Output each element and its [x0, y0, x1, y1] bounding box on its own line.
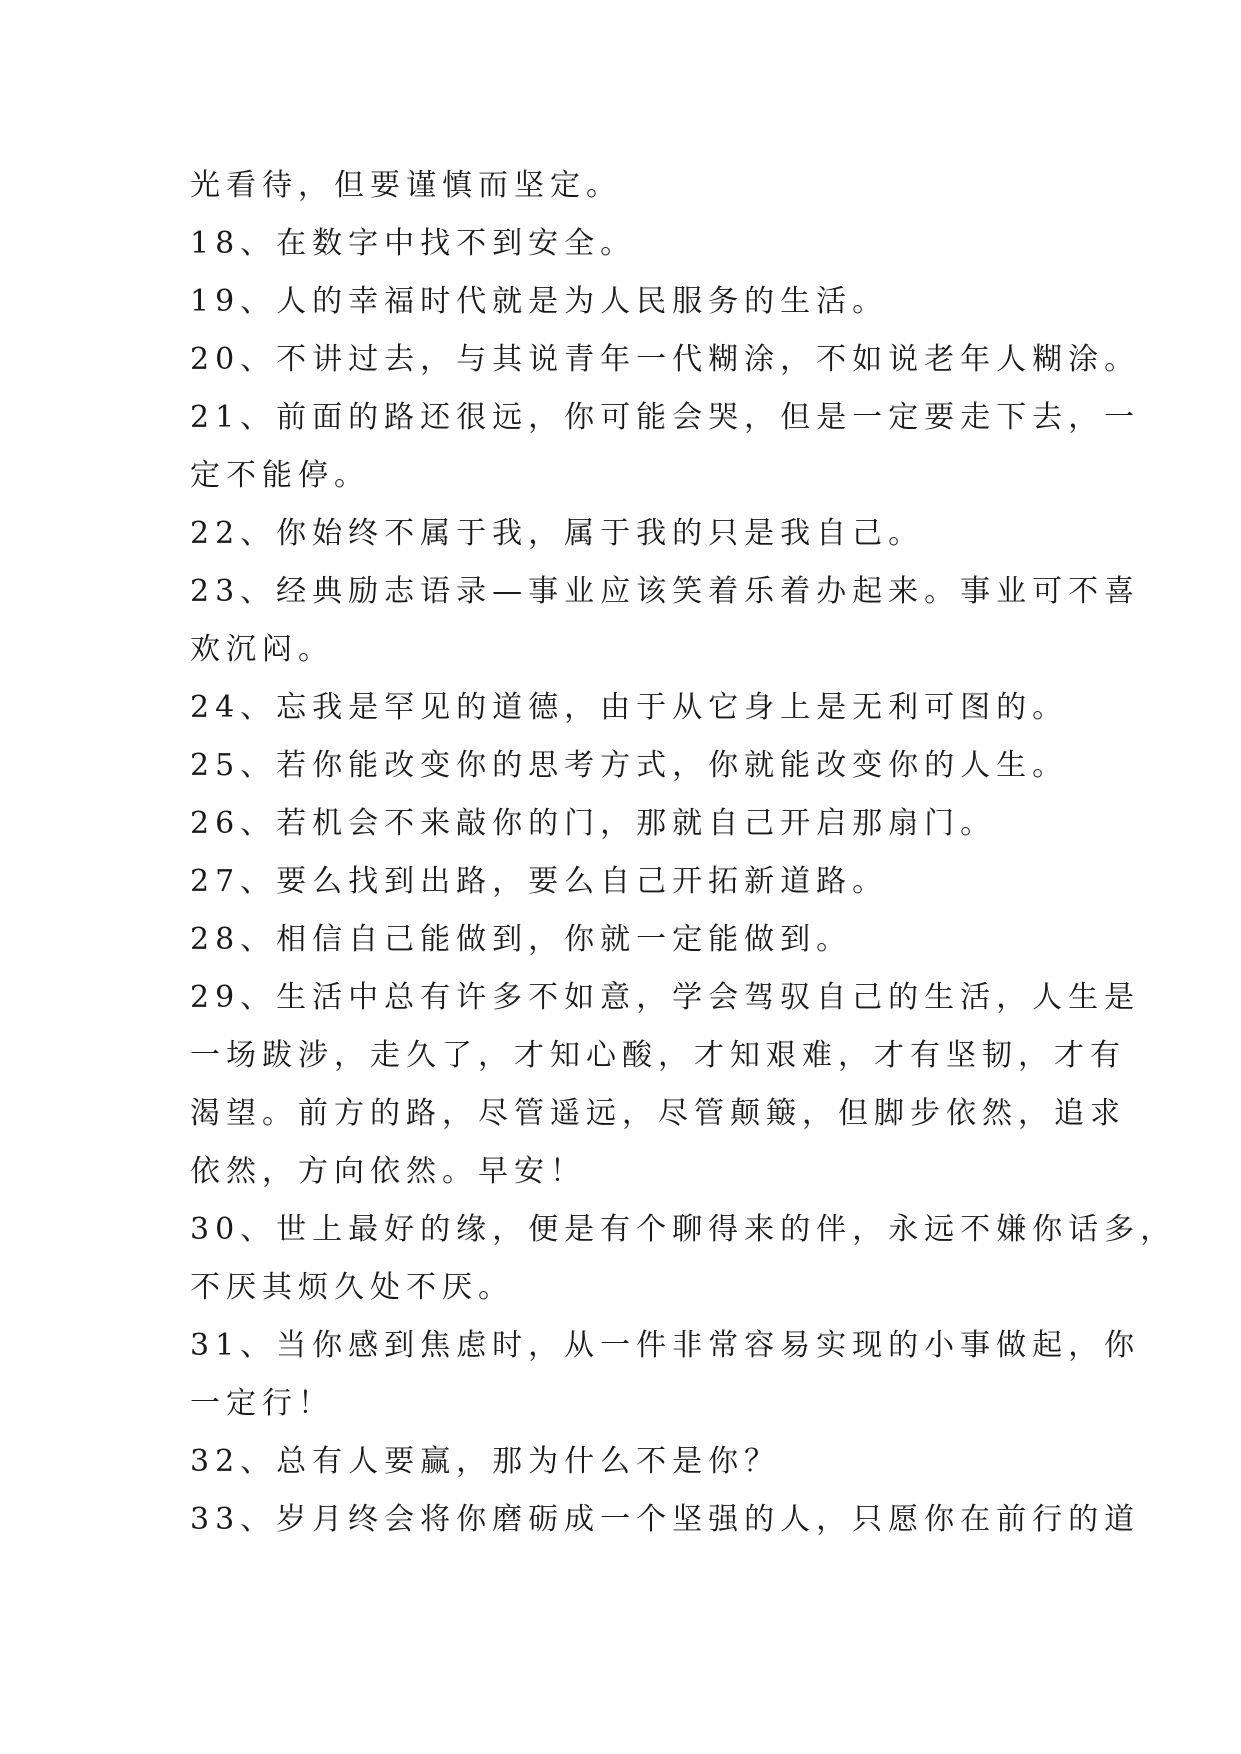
text-line: 32、总有人要赢，那为什么不是你？ — [190, 1444, 781, 1479]
text-line: 定不能停。 — [190, 458, 370, 493]
text-line: 27、要么找到出路，要么自己开拓新道路。 — [190, 864, 889, 899]
text-line: 渴望。前方的路，尽管遥远，尽管颠簸，但脚步依然，追求 — [190, 1096, 1126, 1131]
text-line: 25、若你能改变你的思考方式，你就能改变你的人生。 — [190, 748, 1069, 783]
text-line: 23、经典励志语录—事业应该笑着乐着办起来。事业可不喜 — [190, 574, 1141, 609]
text-line: 一定行！ — [190, 1386, 334, 1421]
text-line: 一场跋涉，走久了，才知心酸，才知艰难，才有坚韧，才有 — [190, 1038, 1126, 1073]
text-line: 31、当你感到焦虑时，从一件非常容易实现的小事做起，你 — [190, 1328, 1141, 1363]
text-line: 19、人的幸福时代就是为人民服务的生活。 — [190, 284, 889, 319]
text-line: 18、在数字中找不到安全。 — [190, 226, 637, 261]
text-line: 24、忘我是罕见的道德，由于从它身上是无利可图的。 — [190, 690, 1069, 725]
text-line: 22、你始终不属于我，属于我的只是我自己。 — [190, 516, 925, 551]
text-line: 29、生活中总有许多不如意，学会驾驭自己的生活，人生是 — [190, 980, 1141, 1015]
text-line: 欢沉闷。 — [190, 632, 334, 667]
text-line: 26、若机会不来敲你的门，那就自己开启那扇门。 — [190, 806, 997, 841]
text-line: 30、世上最好的缘，便是有个聊得来的伴，永远不嫌你话多， — [190, 1212, 1177, 1247]
text-line: 依然，方向依然。早安！ — [190, 1154, 586, 1189]
text-line: 不厌其烦久处不厌。 — [190, 1270, 514, 1305]
text-line: 21、前面的路还很远，你可能会哭，但是一定要走下去，一 — [190, 400, 1141, 435]
text-line: 33、岁月终会将你磨砺成一个坚强的人，只愿你在前行的道 — [190, 1502, 1141, 1537]
text-line: 光看待，但要谨慎而坚定。 — [190, 168, 622, 203]
text-line: 28、相信自己能做到，你就一定能做到。 — [190, 922, 853, 957]
document-body — [190, 157, 1177, 1549]
text-line: 20、不讲过去，与其说青年一代糊涂，不如说老年人糊涂。 — [190, 342, 1141, 377]
